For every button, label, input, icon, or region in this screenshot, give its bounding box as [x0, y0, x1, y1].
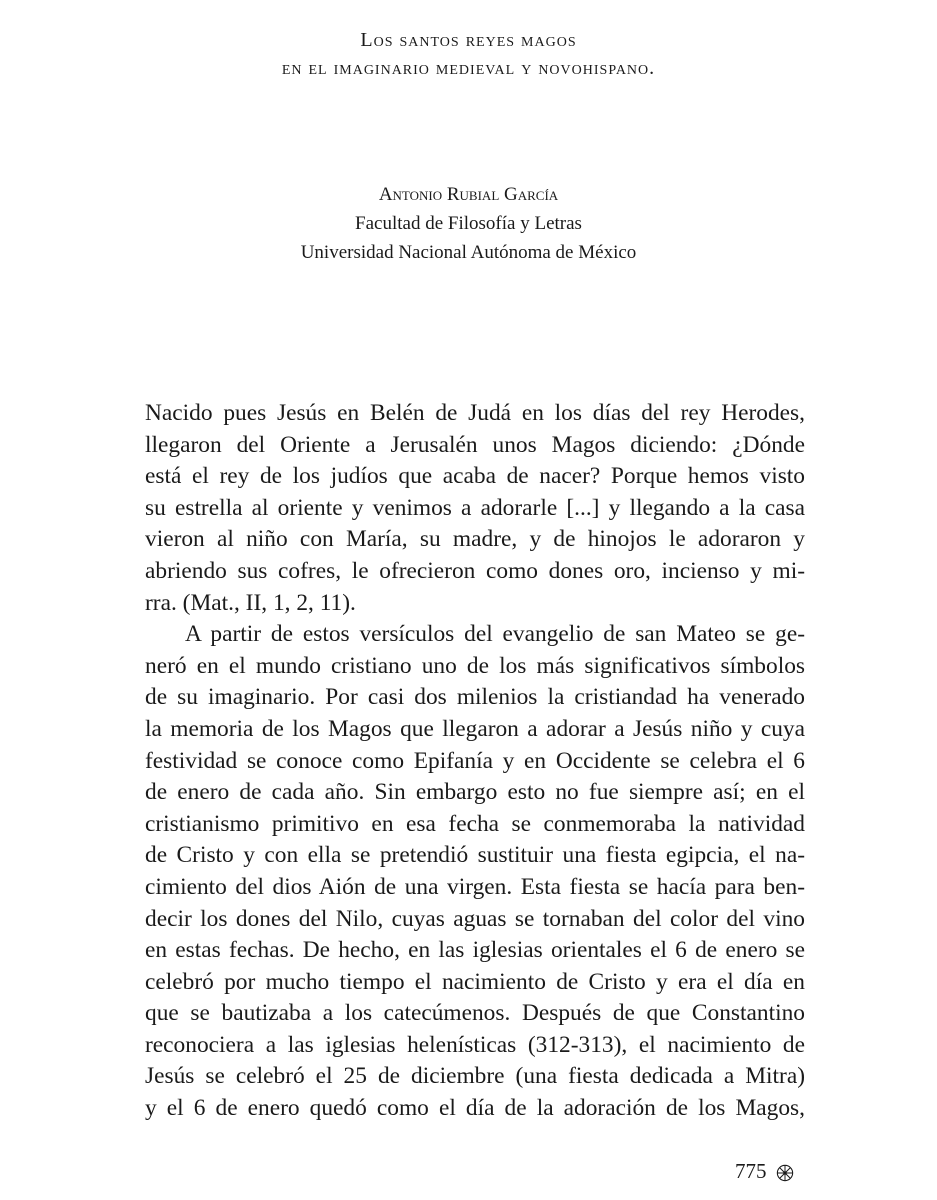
paragraph-line: reconociera a las iglesias helenísticas (312-313), el nacimiento de [145, 1031, 805, 1058]
paragraph-line: cimiento del dios Aión de una virgen. Esta fiesta se hacía para ben- [145, 873, 805, 900]
paragraph-line: Jesús se celebró el 25 de diciembre (una fiesta dedicada a Mitra) [145, 1063, 805, 1090]
paragraph-line: en estas fechas. De hecho, en las iglesias orientales el 6 de enero se [145, 937, 805, 964]
page-footer [735, 1158, 794, 1184]
author-block [0, 180, 937, 267]
epigraph-line: vieron al niño con María, su madre, y de hinojos le adoraron y [145, 526, 805, 553]
chapter-title-line-1: Los santos reyes magos [360, 29, 577, 51]
page-number: 775 [735, 1159, 767, 1183]
body-text [145, 398, 805, 1125]
paragraph-line: la memoria de los Magos que llegaron a adorar a Jesús niño y cuya [145, 715, 805, 742]
author-faculty: Facultad de Filosofía y Letras [355, 213, 582, 234]
chapter-title [0, 26, 937, 82]
body-paragraph [145, 619, 805, 1125]
paragraph-line: y el 6 de enero quedó como el día de la adoración de los Magos, [145, 1095, 805, 1122]
epigraph-line: está el rey de los judíos que acaba de nacer? Porque hemos visto [145, 463, 805, 490]
paragraph-line: decir los dones del Nilo, cuyas aguas se tornaban del color del vino [145, 905, 805, 932]
epigraph-line: rra. (Mat., II, 1, 2, 11). [145, 589, 356, 616]
paragraph-line: cristianismo primitivo en esa fecha se conmemoraba la natividad [145, 810, 805, 837]
paragraph-line: festividad se conoce como Epifanía y en Occidente se celebra el 6 [145, 747, 805, 774]
epigraph-line: su estrella al oriente y venimos a adorarle [...] y llegando a la casa [145, 494, 805, 521]
paragraph-line: celebró por mucho tiempo el nacimiento de Cristo y era el día en [145, 968, 805, 995]
paragraph-line: neró en el mundo cristiano uno de los más significativos símbolos [145, 652, 805, 679]
epigraph-line: abriendo sus cofres, le ofrecieron como dones oro, incienso y mi- [145, 557, 805, 584]
paragraph-line: de enero de cada año. Sin embargo esto no fue siempre así; en el [145, 779, 805, 806]
author-university: Universidad Nacional Autónoma de México [300, 242, 637, 263]
chapter-title-line-2: en el imaginario medieval y novohispano. [281, 57, 656, 79]
paragraph-line: de Cristo y con ella se pretendió sustituir una fiesta egipcia, el na- [145, 842, 805, 869]
epigraph-line: Nacido pues Jesús en Belén de Judá en los días del rey Herodes, [145, 400, 805, 426]
paragraph-line: que se bautizaba a los catecúmenos. Después de que Constantino [145, 1000, 805, 1027]
epigraph-quote [145, 398, 805, 619]
rosette-ornament-icon [776, 1164, 794, 1182]
epigraph-line: llegaron del Oriente a Jerusalén unos Magos diciendo: ¿Dónde [145, 431, 805, 458]
paragraph-line: de su imaginario. Por casi dos milenios la cristiandad ha venerado [145, 684, 805, 711]
author-name: Antonio Rubial García [378, 184, 559, 205]
paragraph-line: A partir de estos versículos del evangelio de san Mateo se ge- [185, 621, 805, 648]
